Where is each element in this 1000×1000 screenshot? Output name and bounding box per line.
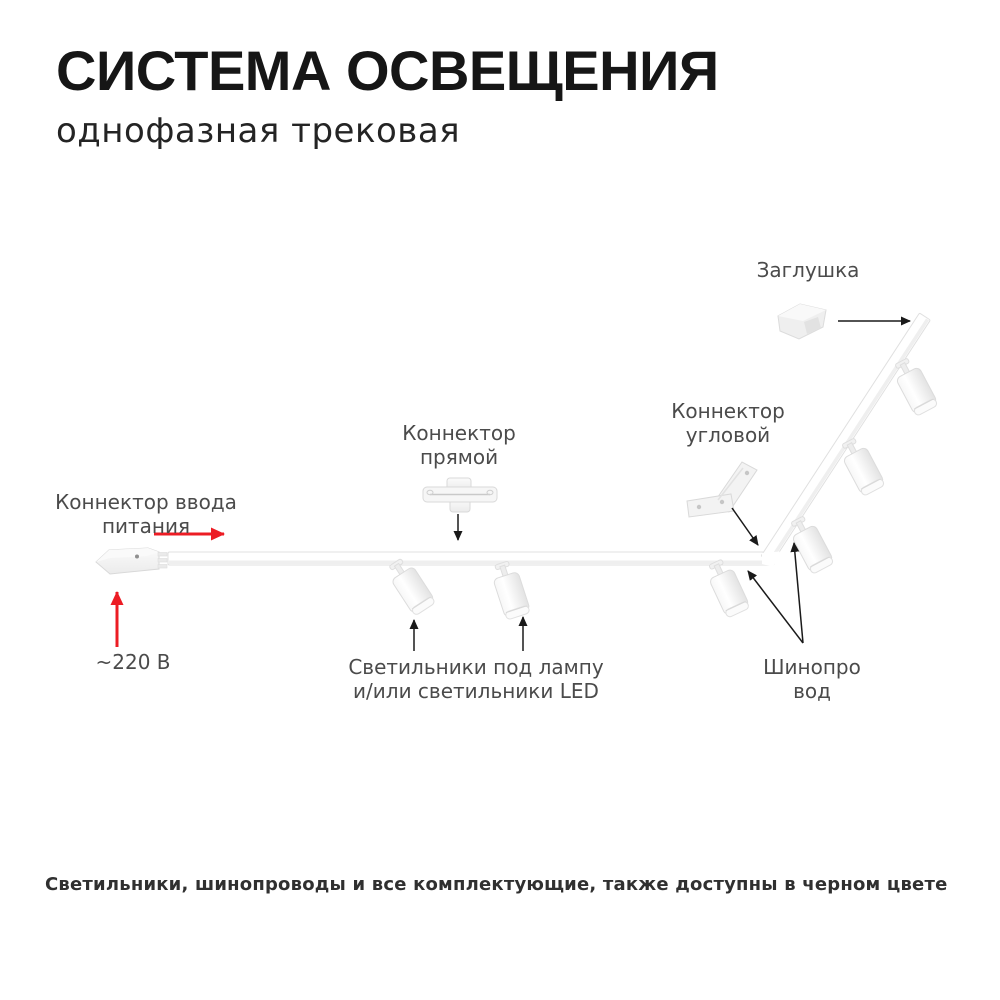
straight-connector-label: Коннектор прямой (402, 421, 516, 469)
power-connector-label: Коннектор ввода питания (55, 490, 237, 538)
spotlight-4 (786, 513, 835, 575)
spotlight-5 (837, 435, 886, 497)
arrow-busbar-diagonal (794, 543, 803, 643)
footer-note: Светильники, шинопроводы и все комплектующие, также доступны в черном цвете (45, 874, 948, 895)
corner-connector-product (687, 462, 757, 517)
power-connector-product (96, 548, 167, 574)
spotlight-2 (489, 559, 531, 620)
busbar-label: Шинопро вод (763, 655, 861, 703)
page-title: СИСТЕМА ОСВЕЩЕНИЯ (56, 39, 719, 102)
track-corner-joint (762, 552, 780, 567)
spotlight-3 (703, 557, 750, 619)
end-cap-product (778, 304, 826, 339)
busbar-track-diagonal (761, 313, 930, 563)
arrow-busbar-horizontal (748, 571, 803, 643)
corner-connector-label: Коннектор угловой (671, 399, 785, 447)
fixtures-label: Светильники под лампу и/или светильники LED (348, 655, 604, 703)
page-subtitle: однофазная трековая (56, 110, 461, 151)
busbar-track-horizontal (168, 552, 774, 565)
spotlight-6 (890, 355, 939, 417)
end-cap-label: Заглушка (756, 258, 860, 282)
straight-connector-product (423, 478, 497, 512)
arrow-corner-connector (732, 508, 758, 545)
voltage-label: ~220 В (95, 650, 171, 674)
